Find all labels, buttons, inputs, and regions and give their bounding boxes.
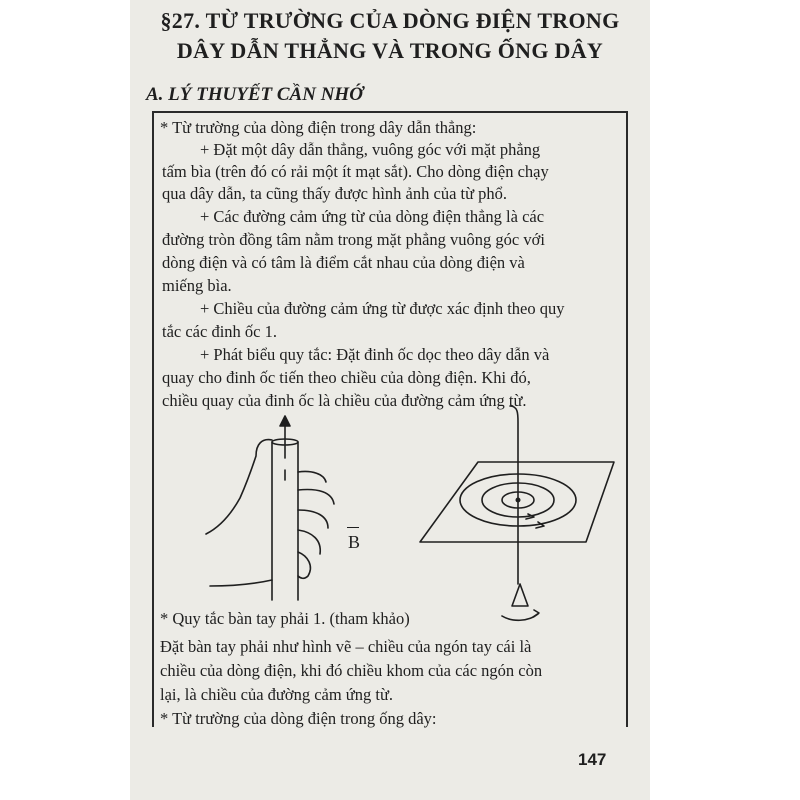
text-line: + Phát biểu quy tắc: Đặt đinh ốc dọc theo dây dẫn và: [200, 345, 550, 364]
right-hand-rule-figure: [200, 410, 350, 610]
text-line: + Các đường cảm ứng từ của dòng điện thẳng là các: [200, 207, 545, 226]
text-line: chiều của dòng điện, khi đó chiều khom của các ngón còn: [160, 661, 543, 680]
vector-arrow-icon: [347, 527, 359, 528]
text-line: tấm bìa (trên đó có rải một ít mạt sắt). Cho dòng điện chạy: [162, 162, 549, 181]
text-line: + Đặt một dây dẫn thẳng, vuông góc với mặt phẳng: [200, 140, 541, 159]
text-line: quay cho đinh ốc tiến theo chiều của dòng điện. Khi đó,: [162, 368, 531, 387]
text-line: lại, là chiều của đường cảm ứng từ.: [160, 685, 394, 704]
text-line: Đặt bàn tay phải như hình vẽ – chiều của ngón tay cái là: [160, 637, 532, 656]
text-line: qua dây dẫn, ta cũng thấy được hình ảnh của từ phổ.: [162, 184, 508, 203]
chapter-title-line1: §27. TỪ TRƯỜNG CỦA DÒNG ĐIỆN TRONG: [160, 8, 620, 33]
wire-field-lines-figure: [418, 400, 618, 630]
text-line: + Chiều của đường cảm ứng từ được xác định theo quy: [200, 299, 565, 318]
text-line: đường tròn đồng tâm nằm trong mặt phẳng vuông góc với: [162, 230, 545, 249]
b-field-label: B: [348, 532, 361, 552]
text-line: chiều quay của đinh ốc là chiều của đường cảm ứng từ.: [162, 391, 527, 410]
page-number: 147: [578, 750, 607, 769]
text-line: * Từ trường của dòng điện trong ống dây:: [160, 709, 437, 728]
section-heading: A. LÝ THUYẾT CẦN NHỚ: [146, 84, 363, 105]
text-line: * Từ trường của dòng điện trong dây dẫn thẳng:: [160, 118, 477, 137]
text-line: miếng bìa.: [162, 276, 232, 295]
text-line: tắc các đinh ốc 1.: [162, 322, 277, 341]
chapter-title-line2: DÂY DẪN THẲNG VÀ TRONG ỐNG DÂY: [176, 38, 604, 63]
text-line: * Quy tắc bàn tay phải 1. (tham khảo): [160, 609, 410, 628]
text-line: dòng điện và có tâm là điểm cắt nhau của dòng điện và: [162, 253, 525, 272]
